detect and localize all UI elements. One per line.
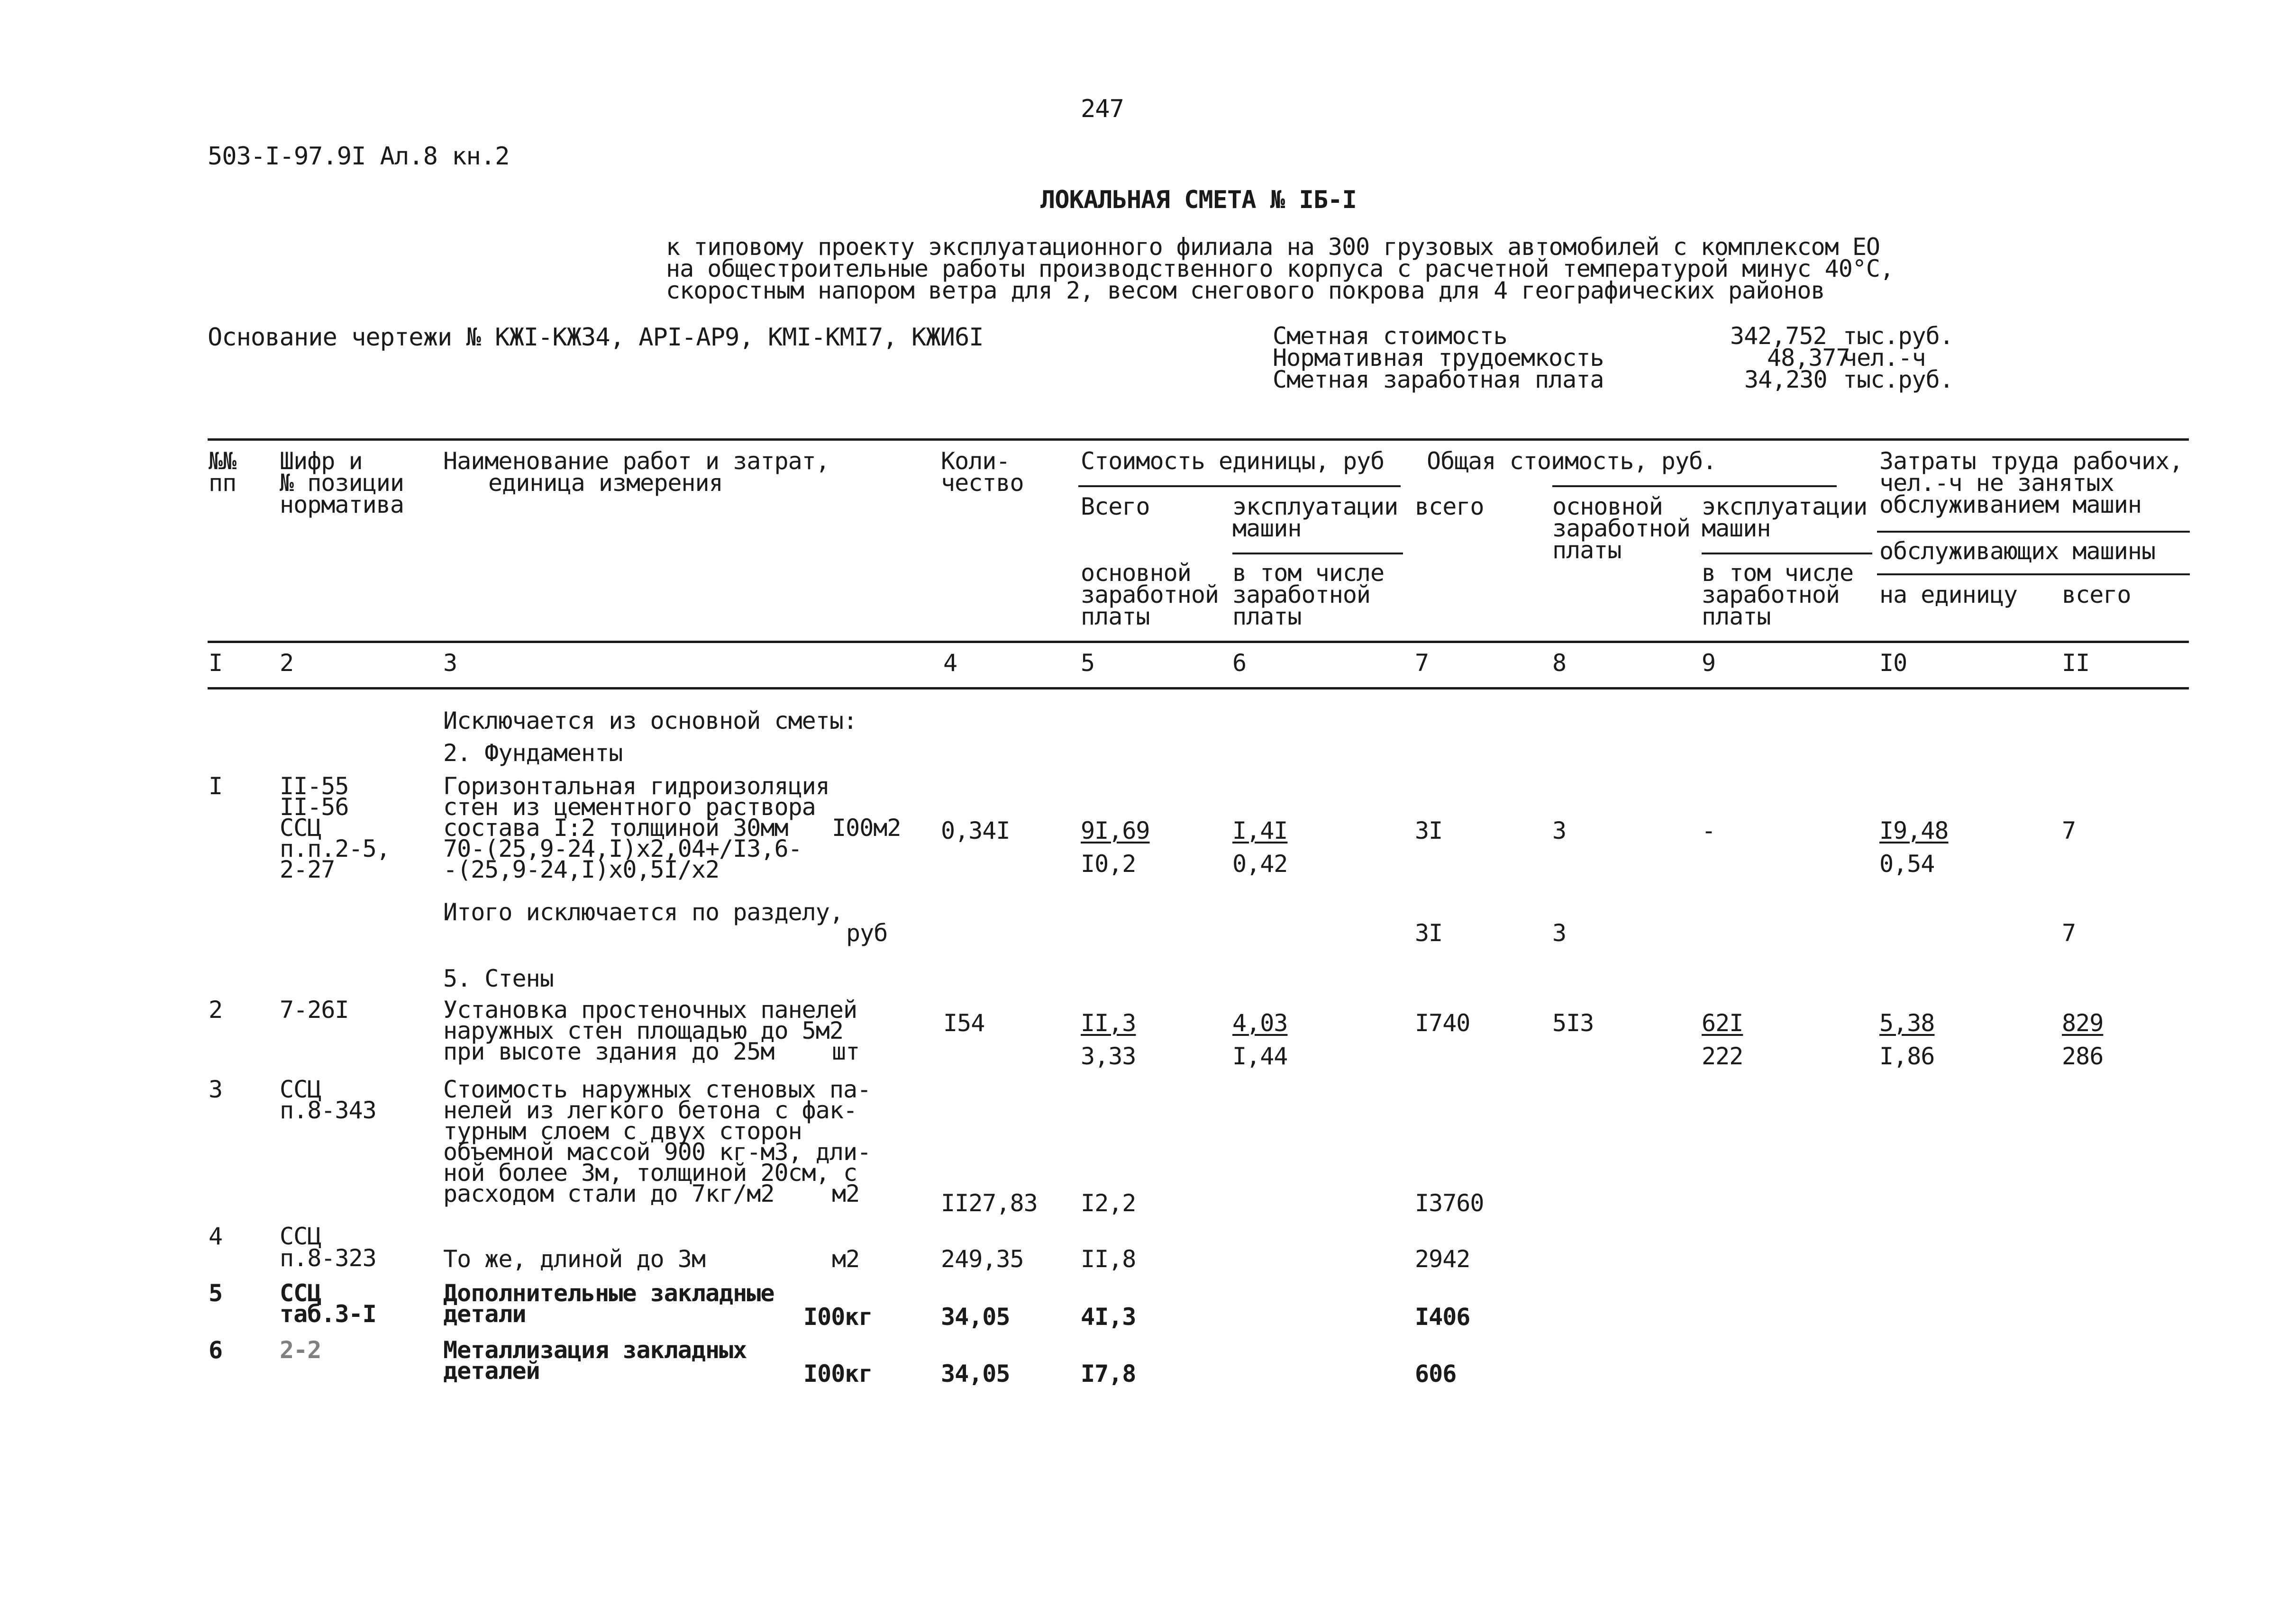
row1-code-1: II-55: [280, 772, 349, 800]
row5-qty: 34,05: [941, 1303, 1010, 1331]
header-unit-total: Всего: [1081, 493, 1150, 520]
row4-c7: 2942: [1415, 1245, 1470, 1273]
row1-c7: 3I: [1415, 817, 1443, 844]
subtitle-line-3: скоростным напором ветра для 2, весом снегового покрова для 4 географических районов: [666, 277, 1825, 304]
header-total-cost: Общая стоимость, руб.: [1427, 447, 1717, 475]
row5-name-1: Дополнительные закладные: [443, 1279, 774, 1307]
row6-name-2: деталей: [443, 1357, 540, 1385]
row2-c6-top: 4,03: [1232, 1009, 1288, 1037]
row5-c7: I406: [1415, 1303, 1470, 1331]
row6-name-1: Металлизация закладных: [443, 1336, 747, 1364]
total-machines-rule: [1702, 553, 1872, 554]
row1-code-3: ССЦ: [280, 814, 321, 842]
subtitle-line-2: на общестроительные работы производственного корпуса с расчетной температурой минус 40°С,: [666, 255, 1894, 282]
header-labor-2: чел.-ч не занятых: [1879, 469, 2114, 497]
column-number-9: 9: [1702, 649, 1716, 677]
header-unit-incl-3: платы: [1232, 603, 1302, 630]
row5-unit: I00кг: [803, 1303, 873, 1331]
summary-label-cost: Сметная стоимость: [1273, 322, 1507, 350]
header-unit-cost: Стоимость единицы, руб: [1081, 447, 1385, 475]
row2-c9-bottom: 222: [1702, 1043, 1743, 1070]
subtotal-c8: 3: [1552, 919, 1567, 947]
row2-name-1: Установка простеночных панелей: [443, 996, 857, 1024]
row5-c5: 4I,3: [1081, 1303, 1136, 1331]
page-title: ЛОКАЛЬНАЯ СМЕТА № IБ-I: [1040, 186, 1357, 214]
row1-c5-top: 9I,69: [1081, 817, 1150, 844]
row3-name-3: турным слоем с двух сторон: [443, 1117, 802, 1145]
header-labor-all: всего: [2062, 581, 2131, 608]
header-total-basic-1: основной: [1552, 493, 1663, 520]
row2-c10-top: 5,38: [1879, 1009, 1935, 1037]
row2-c9-top: 62I: [1702, 1009, 1743, 1037]
header-total-basic-3: платы: [1552, 536, 1622, 564]
total-cost-rule: [1552, 485, 1837, 487]
row2-c7: I740: [1415, 1009, 1470, 1037]
row5-num: 5: [209, 1279, 223, 1307]
header-c1-line-2: пп: [209, 469, 237, 497]
column-number-3: 3: [443, 649, 457, 677]
unit-machines-rule: [1232, 553, 1403, 554]
row1-qty: 0,34I: [941, 817, 1010, 844]
row1-code-5: 2-27: [280, 856, 335, 883]
header-c3-line-2: единица измерения: [488, 469, 723, 497]
summary-label-wage: Сметная заработная плата: [1273, 366, 1604, 393]
row3-name-2: нелей из легкого бетона с фак-: [443, 1097, 857, 1124]
header-labor-unit: на единицу: [1879, 581, 2018, 608]
header-unit-basic-2: заработной: [1081, 581, 1219, 608]
row2-c8: 5I3: [1552, 1009, 1594, 1037]
row2-c5-bottom: 3,33: [1081, 1043, 1136, 1070]
subtitle-line-1: к типовому проекту эксплуатационного филиала на 300 грузовых автомобилей с комплексом ЕО: [666, 233, 1880, 261]
column-number-10: I0: [1879, 649, 1907, 677]
subtotal-c7: 3I: [1415, 919, 1443, 947]
row1-code-4: п.п.2-5,: [280, 835, 390, 862]
row1-name-5: -(25,9-24,I)х0,5I/х2: [443, 856, 720, 883]
row1-unit: I00м2: [832, 814, 901, 842]
subtotal-unit: руб: [846, 919, 888, 947]
summary-label-labor: Нормативная трудоемкость: [1273, 344, 1604, 372]
header-c2-line-1: Шифр и: [280, 447, 363, 475]
row5-code-2: таб.3-I: [280, 1300, 376, 1328]
labor-rule-2: [1877, 573, 2190, 575]
header-unit-incl-2: заработной: [1232, 581, 1371, 608]
subtotal-c11: 7: [2062, 919, 2076, 947]
row2-name-3: при высоте здания до 25м: [443, 1038, 774, 1065]
basis-drawings: Основание чертежи № КЖI-КЖ34, АРI-АР9, КМI-КМI7, КЖИ6I: [208, 323, 984, 352]
header-c1-line-1: №№: [209, 447, 237, 475]
section-excluded: Исключается из основной сметы:: [443, 707, 857, 734]
row2-num: 2: [209, 996, 223, 1024]
row3-name-5: ной более 3м, толщиной 20см, с: [443, 1159, 857, 1187]
column-number-7: 7: [1415, 649, 1429, 677]
header-c4-line-1: Коли-: [941, 447, 1010, 475]
column-number-11: II: [2062, 649, 2090, 677]
row1-c11: 7: [2062, 817, 2076, 844]
row6-c5: I7,8: [1081, 1360, 1136, 1387]
row4-code-2: п.8-323: [280, 1244, 376, 1272]
row3-name-1: Стоимость наружных стеновых па-: [443, 1076, 871, 1103]
row1-c10-bottom: 0,54: [1879, 850, 1935, 878]
row1-c5-bottom: I0,2: [1081, 850, 1136, 878]
row3-code-2: п.8-343: [280, 1097, 376, 1124]
header-total-all: всего: [1415, 493, 1484, 520]
row2-c10-bottom: I,86: [1879, 1043, 1935, 1070]
row4-num: 4: [209, 1223, 223, 1250]
row1-c9: -: [1702, 817, 1716, 844]
row4-name-1: То же, длиной до 3м: [443, 1245, 705, 1273]
table-top-rule: [208, 438, 2189, 441]
row2-code-1: 7-26I: [280, 996, 349, 1024]
column-number-1: I: [209, 649, 223, 677]
row3-name-4: объемной массой 900 кг-м3, дли-: [443, 1138, 871, 1166]
row2-c5-top: II,3: [1081, 1009, 1136, 1037]
summary-unit-cost: тыс.руб.: [1843, 322, 1953, 350]
row1-name-3: состава I:2 толщиной 30мм: [443, 814, 788, 842]
row3-qty: II27,83: [941, 1189, 1038, 1217]
header-c2-line-3: норматива: [280, 491, 404, 518]
page-number: 247: [1081, 95, 1124, 123]
row2-c11-top: 829: [2062, 1009, 2104, 1037]
row2-c6-bottom: I,44: [1232, 1043, 1288, 1070]
section-walls: 5. Стены: [443, 965, 554, 992]
row4-code-1: ССЦ: [280, 1223, 321, 1250]
row6-num: 6: [209, 1336, 223, 1364]
header-labor-serving: обслуживающих машины: [1879, 537, 2156, 565]
numbers-bottom-rule: [208, 687, 2189, 689]
row4-unit: м2: [832, 1245, 860, 1273]
row1-code-2: II-56: [280, 793, 349, 821]
row6-qty: 34,05: [941, 1360, 1010, 1387]
section-foundations: 2. Фундаменты: [443, 739, 623, 767]
header-unit-incl-1: в том числе: [1232, 559, 1385, 587]
row2-qty: I54: [943, 1009, 985, 1037]
row6-code-1: 2-2: [280, 1336, 321, 1364]
header-total-incl-2: заработной: [1702, 581, 1840, 608]
row3-num: 3: [209, 1076, 223, 1103]
header-c4-line-2: чество: [941, 469, 1024, 497]
row1-name-4: 70-(25,9-24,I)х2,04+/I3,6-: [443, 835, 802, 862]
header-labor-1: Затраты труда рабочих,: [1879, 447, 2183, 475]
header-unit-basic-1: основной: [1081, 559, 1191, 587]
row1-c6-top: I,4I: [1232, 817, 1288, 844]
header-total-machines-1: эксплуатации: [1702, 493, 1868, 520]
labor-rule-1: [1877, 531, 2190, 533]
row1-num: I: [209, 772, 223, 800]
column-number-6: 6: [1232, 649, 1247, 677]
header-total-machines-2: машин: [1702, 515, 1771, 542]
header-labor-3: обслуживанием машин: [1879, 491, 2141, 518]
summary-unit-wage: тыс.руб.: [1843, 366, 1953, 393]
header-c3-line-1: Наименование работ и затрат,: [443, 447, 829, 475]
column-number-8: 8: [1552, 649, 1567, 677]
subtotal-label: Итого исключается по разделу,: [443, 898, 843, 926]
summary-unit-labor: чел.-ч: [1843, 344, 1926, 372]
row4-c5: II,8: [1081, 1245, 1136, 1273]
row3-c5: I2,2: [1081, 1189, 1136, 1217]
header-unit-machines-2: машин: [1232, 515, 1302, 542]
row2-name-2: наружных стен площадью до 5м2: [443, 1017, 843, 1044]
row2-c11-bottom: 286: [2062, 1043, 2104, 1070]
document-code: 503-I-97.9I Ал.8 кн.2: [208, 142, 510, 171]
summary-value-labor: 48,377: [1767, 344, 1850, 372]
row5-name-2: детали: [443, 1300, 526, 1328]
row1-c10-top: I9,48: [1879, 817, 1949, 844]
row3-c7: I3760: [1415, 1189, 1484, 1217]
row6-unit: I00кг: [803, 1360, 873, 1387]
row1-name-2: стен из цементного раствора: [443, 793, 816, 821]
summary-value-wage: 34,230: [1744, 366, 1827, 393]
row3-unit: м2: [832, 1180, 860, 1207]
header-unit-basic-3: платы: [1081, 603, 1150, 630]
row4-qty: 249,35: [941, 1245, 1024, 1273]
row6-c7: 606: [1415, 1360, 1457, 1387]
row5-code-1: ССЦ: [280, 1279, 321, 1307]
row3-name-6: расходом стали до 7кг/м2: [443, 1180, 774, 1207]
header-total-incl-1: в том числе: [1702, 559, 1854, 587]
row2-unit: шт: [832, 1038, 860, 1065]
column-number-2: 2: [280, 649, 294, 677]
row1-name-1: Горизонтальная гидроизоляция: [443, 772, 829, 800]
row3-code-1: ССЦ: [280, 1076, 321, 1103]
unit-cost-rule: [1078, 485, 1401, 487]
header-c2-line-2: № позиции: [280, 469, 404, 497]
summary-value-cost: 342,752: [1730, 322, 1827, 350]
header-unit-machines-1: эксплуатации: [1232, 493, 1398, 520]
header-bottom-rule: [208, 641, 2189, 643]
row1-c8: 3: [1552, 817, 1567, 844]
header-total-incl-3: платы: [1702, 603, 1771, 630]
column-number-5: 5: [1081, 649, 1095, 677]
row1-c6-bottom: 0,42: [1232, 850, 1288, 878]
column-number-4: 4: [943, 649, 957, 677]
header-total-basic-2: заработной: [1552, 515, 1691, 542]
